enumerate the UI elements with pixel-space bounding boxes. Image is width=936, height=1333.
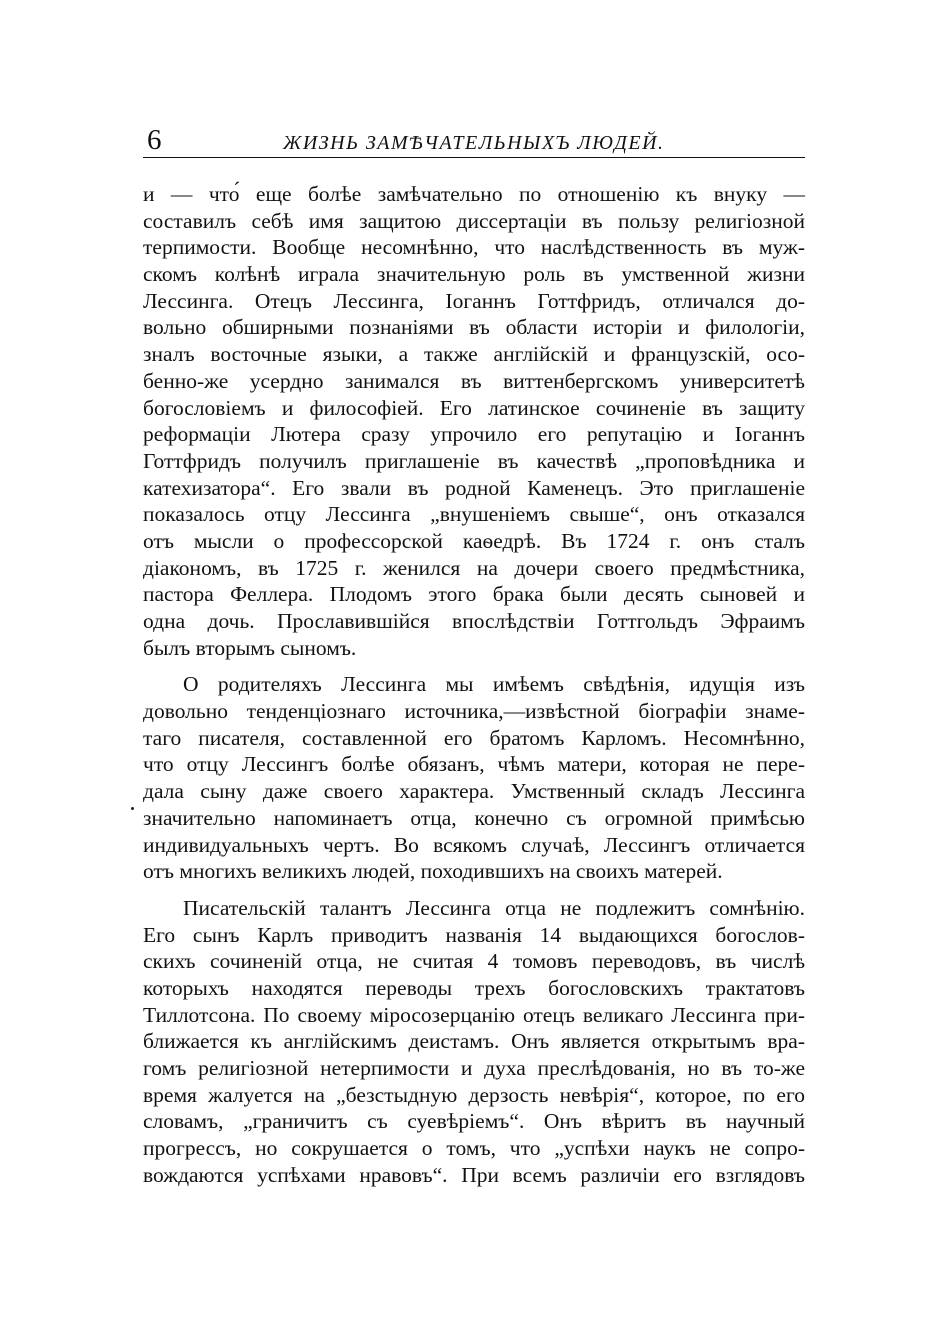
header-rule [143,157,805,158]
text-line: довольно тенденціознаго источника,—извѣстной біографіи знаме- [143,699,805,724]
text-line: бенно-же усердно занимался въ виттенбергскомъ университетѣ [143,368,805,393]
text-line: скихъ сочиненій отца, не считая 4 томовъ переводовъ, въ числѣ [143,949,805,974]
text-line: прогрессъ, но сокрушается о томъ, что „успѣхи наукъ не сопро- [143,1136,805,1161]
text-line: Писательскій талантъ Лессинга отца не подлежитъ сомнѣнію. [183,895,805,920]
text-line: катехизатора“. Его звали въ родной Каменецъ. Это приглашеніе [143,475,805,500]
running-head: ЖИЗНЬ ЗАМѢЧАТЕЛЬНЫХЪ ЛЮДЕЙ. [283,132,665,154]
text-line: вольно обширными познаніями въ области исторіи и филологіи, [143,315,805,340]
text-line: богословіемъ и философіей. Его латинское сочиненіе въ защиту [143,395,805,420]
text-line: О родителяхъ Лессинга мы имѣемъ свѣдѣнія, идущія изъ [183,672,805,697]
text-line: былъ вторымъ сыномъ. [143,635,357,660]
text-line: Лессинга. Отецъ Лессинга, Іоганнъ Готтфридъ, отличался до- [143,288,805,313]
text-line: отъ мысли о профессорской каѳедрѣ. Въ 1724 г. онъ сталъ [143,528,805,553]
text-line: отъ многихъ великихъ людей, походившихъ на своихъ матерей. [143,859,723,884]
text-line: зналъ восточные языки, а также англійскій и французскій, осо- [143,342,805,367]
text-line: одна дочь. Прославившійся впослѣдствіи Готтгольдъ Эфраимъ [143,609,805,633]
text-line: словамъ, „граничитъ съ суевѣріемъ“. Онъ вѣритъ въ научный [143,1109,805,1134]
text-line: ближается къ англійскимъ деистамъ. Онъ является открытымъ вра- [143,1029,805,1054]
text-line: индивидуальныхъ чертъ. Во всякомъ случаѣ, Лессингъ отличается [143,832,805,857]
text-line: показалось отцу Лессинга „внушеніемъ свыше“, онъ отказался [143,502,805,527]
text-line: вождаются успѣхами нравовъ“. При всемъ различіи его взглядовъ [143,1162,805,1187]
text-line: Тиллотсона. По своему міросозерцанію отецъ великаго Лессинга при- [143,1002,805,1027]
text-line: дала сыну даже своего характера. Умственный складъ Лессинга [143,779,805,804]
paragraph-2 [143,671,805,885]
text-line: что отцу Лессингъ болѣе обязанъ, чѣмъ матери, которая не пере- [143,752,805,777]
text-line: которыхъ находятся переводы трехъ богословскихъ трактатовъ [143,975,805,1000]
page-header [143,124,805,160]
text-line: скомъ колѣнѣ играла значительную роль въ умственной жизни [143,262,805,287]
text-line: составилъ себѣ имя защитою диссертаціи въ пользу религіозной [143,208,805,233]
body-text [143,181,805,1188]
paragraph-3 [143,895,805,1189]
page-number: 6 [147,124,162,156]
text-line: терпимости. Вообще несомнѣнно, что наслѣдственность въ муж- [143,235,805,260]
text-line: пастора Феллера. Плодомъ этого брака были десять сыновей и [143,582,805,607]
text-line: гомъ религіозной нетерпимости и духа преслѣдованія, но въ то-же [143,1056,805,1080]
paragraph-1 [143,181,805,661]
text-line: реформаціи Лютера сразу упрочило его репутацію и Іоганнъ [143,422,805,447]
text-line: діакономъ, въ 1725 г. женился на дочери своего предмѣстника, [143,555,805,580]
text-line: и — что́ еще болѣе замѣчательно по отношенію къ внуку — [143,182,805,206]
text-line: Готтфридъ получилъ приглашеніе въ качествѣ „проповѣдника и [143,448,805,473]
text-line: Его сынъ Карлъ приводитъ названія 14 выдающихся богослов- [143,922,805,947]
margin-mark [131,807,134,810]
text-line: значительно напоминаетъ отца, конечно съ огромной примѣсью [143,805,805,830]
text-line: время жалуется на „безстыдную дерзость невѣрія“, которое, по его [143,1082,805,1107]
text-line: таго писателя, составленной его братомъ Карломъ. Несомнѣнно, [143,725,805,750]
